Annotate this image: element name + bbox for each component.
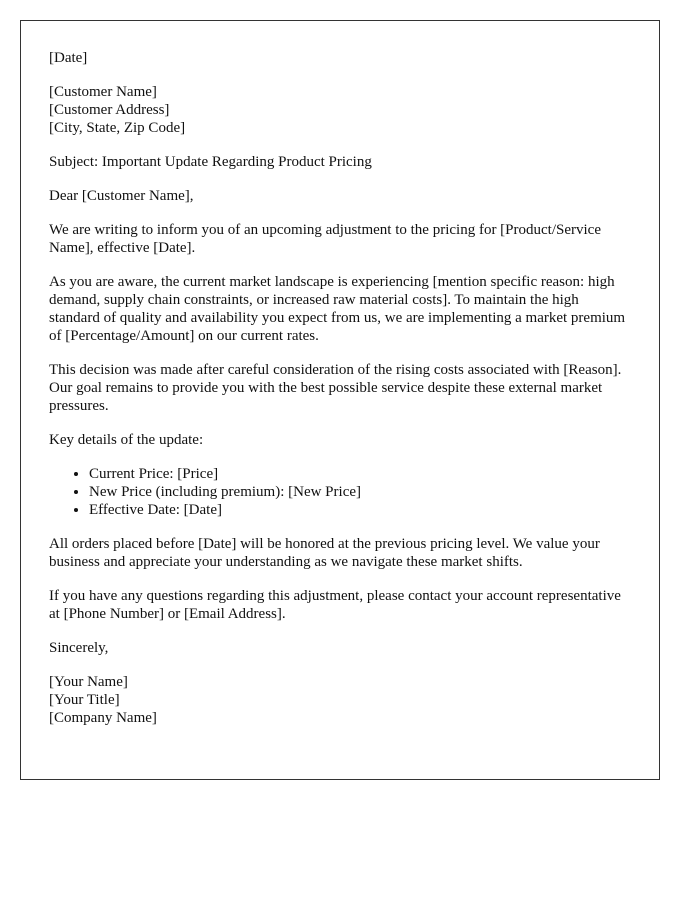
paragraph-intro: We are writing to inform you of an upcoming adjustment to the pricing for [Product/Service Name], effective [Date]. <box>49 222 601 256</box>
paragraph-contact: If you have any questions regarding this adjustment, please contact your account representative at [Phone Number] or [Email Address]. <box>49 588 621 622</box>
letter-page <box>20 20 660 780</box>
details-list <box>49 465 631 519</box>
sender-company: [Company Name] <box>49 710 157 726</box>
detail-new-price: • New Price (including premium): [New Price] <box>89 483 631 501</box>
recipient-city-state-zip: [City, State, Zip Code] <box>49 120 186 136</box>
sign-off: Sincerely, <box>49 640 109 656</box>
detail-effective-date: • Effective Date: [Date] <box>89 501 631 519</box>
sender-name: [Your Name] <box>49 674 128 690</box>
sender-block <box>49 673 631 727</box>
paragraph-orders: All orders placed before [Date] will be honored at the previous pricing level. We value your business and appreciate your understanding as we navigate these market shifts. <box>49 536 600 570</box>
salutation: Dear [Customer Name], <box>49 188 194 204</box>
sender-title: [Your Title] <box>49 692 120 708</box>
paragraph-reason: As you are aware, the current market landscape is experiencing [mention specific reason: high demand, supply chain constraints, or increased raw material costs]. To maintain the high standard of quality and availability you expect from us, we are implementing a market premium of [Percentage/Amount] on our current rates. <box>49 274 626 344</box>
recipient-address: [Customer Address] <box>49 102 170 118</box>
paragraph-decision: This decision was made after careful consideration of the rising costs associated with [Reason]. Our goal remains to provide you with the best possible service despite these external market pressures. <box>49 362 622 414</box>
recipient-name: [Customer Name] <box>49 84 157 100</box>
detail-current-price: • Current Price: [Price] <box>89 465 631 483</box>
recipient-block <box>49 83 631 137</box>
subject-line: Subject: Important Update Regarding Product Pricing <box>49 154 372 170</box>
letter-date: [Date] <box>49 50 88 66</box>
details-heading: Key details of the update: <box>49 432 204 448</box>
